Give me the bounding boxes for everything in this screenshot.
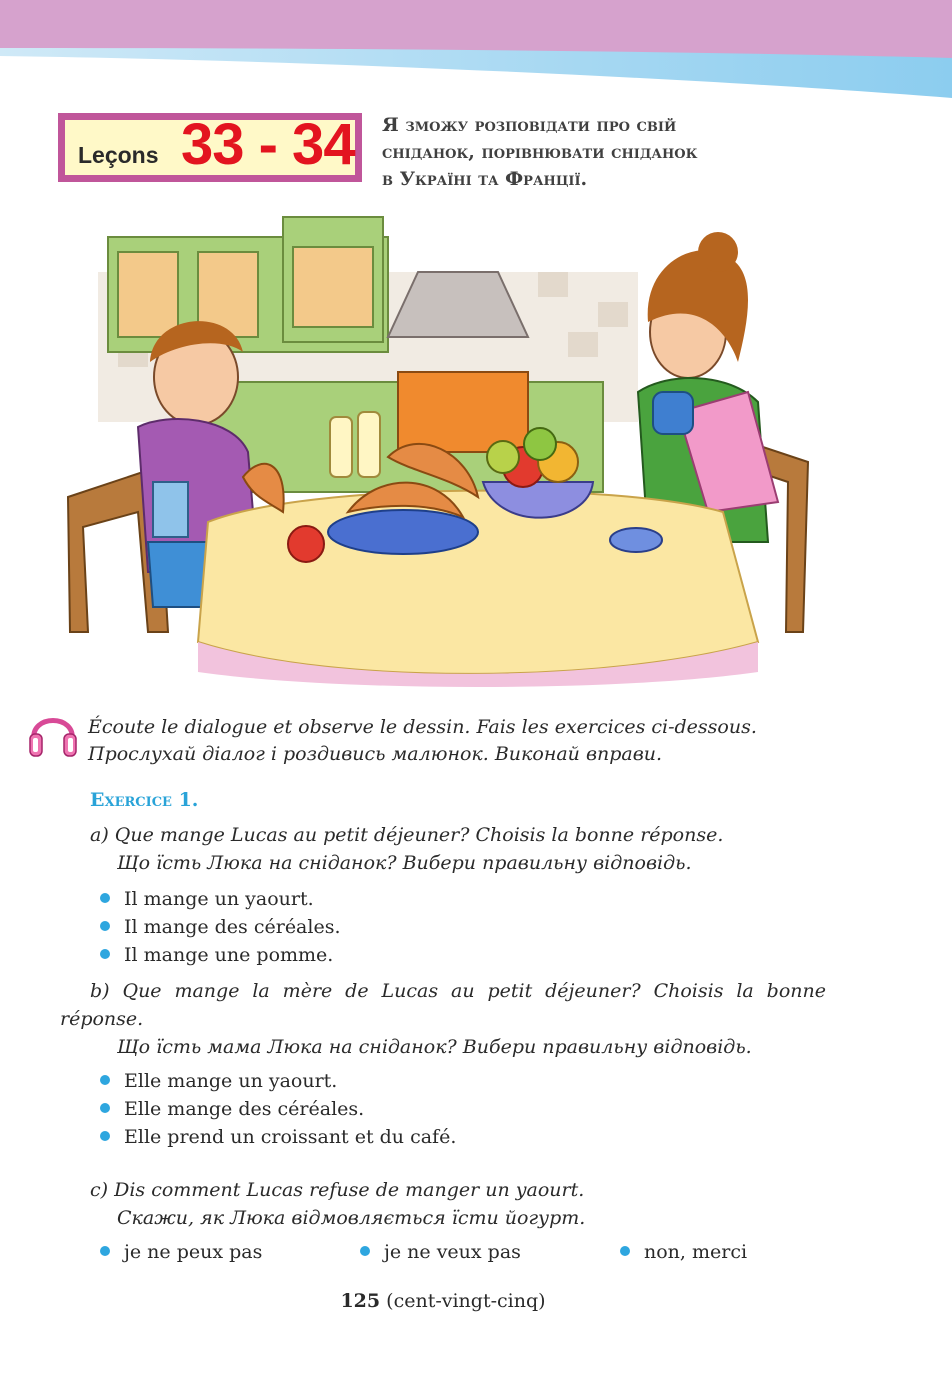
bullet-icon: [100, 1131, 110, 1141]
bullet-icon: [620, 1246, 630, 1256]
upper-cabinets: [108, 217, 388, 352]
lesson-badge: [58, 113, 362, 182]
question-c-ukrainian: Скажи, як Люка відмовляється їсти йогурт.: [117, 1207, 586, 1229]
listening-instruction: [88, 714, 848, 768]
bullet-icon: [100, 949, 110, 959]
option-b-2: Elle mange des céréales.: [100, 1095, 364, 1123]
objective-line: Я зможу розповідати про свій: [382, 114, 677, 136]
option-a-1: Il mange un yaourt.: [100, 885, 314, 913]
bullet-icon: [360, 1246, 370, 1256]
objective-line: сніданок, порівнювати сніданок: [382, 141, 698, 163]
top-decorative-band: [0, 0, 952, 110]
bullet-icon: [100, 921, 110, 931]
question-b-ukrainian: Що їсть мама Люка на сніданок? Вибери правильну відповідь.: [117, 1036, 752, 1058]
lesson-numbers: 33 - 34: [181, 112, 355, 177]
breakfast-illustration: [58, 212, 818, 692]
bullet-icon: [100, 893, 110, 903]
question-b-french-line1: b) Que mange la mère de Lucas au petit déjeuner? Choisis la bonne: [90, 980, 826, 1002]
option-b-1: Elle mange un yaourt.: [100, 1067, 337, 1095]
option-c-3: non, merci: [620, 1238, 747, 1266]
question-c-french: c) Dis comment Lucas refuse de manger un yaourt.: [90, 1179, 585, 1201]
page-footer: [0, 1290, 886, 1312]
bullet-icon: [100, 1103, 110, 1113]
question-a-ukrainian: Що їсть Люка на сніданок? Вибери правильну відповідь.: [117, 852, 692, 874]
lesson-objective: [382, 112, 822, 193]
exercise-title: Exercice 1.: [90, 789, 199, 811]
question-b-french-line2: réponse.: [60, 1008, 144, 1030]
bullet-icon: [100, 1075, 110, 1085]
question-a-french: a) Que mange Lucas au petit déjeuner? Choisis la bonne réponse.: [90, 824, 724, 846]
lecons-label: Leçons: [78, 142, 159, 168]
page-number: 125: [340, 1290, 381, 1312]
mother-figure: [638, 232, 778, 542]
option-c-1: je ne peux pas: [100, 1238, 262, 1266]
option-a-3: Il mange une pomme.: [100, 941, 333, 969]
page-number-words: (cent-vingt-cinq): [386, 1290, 546, 1312]
bullet-icon: [100, 1246, 110, 1256]
headphones-icon: [28, 704, 78, 760]
objective-line: в Україні та Франції.: [382, 168, 588, 190]
instruction-french: Écoute le dialogue et observe le dessin. Fais les exercices ci-dessous.: [88, 716, 757, 738]
option-a-2: Il mange des céréales.: [100, 913, 341, 941]
instruction-ukrainian: Прослухай діалог і роздивись малюнок. Виконай вправи.: [88, 743, 663, 765]
option-b-3: Elle prend un croissant et du café.: [100, 1123, 456, 1151]
option-c-2: je ne veux pas: [360, 1238, 521, 1266]
